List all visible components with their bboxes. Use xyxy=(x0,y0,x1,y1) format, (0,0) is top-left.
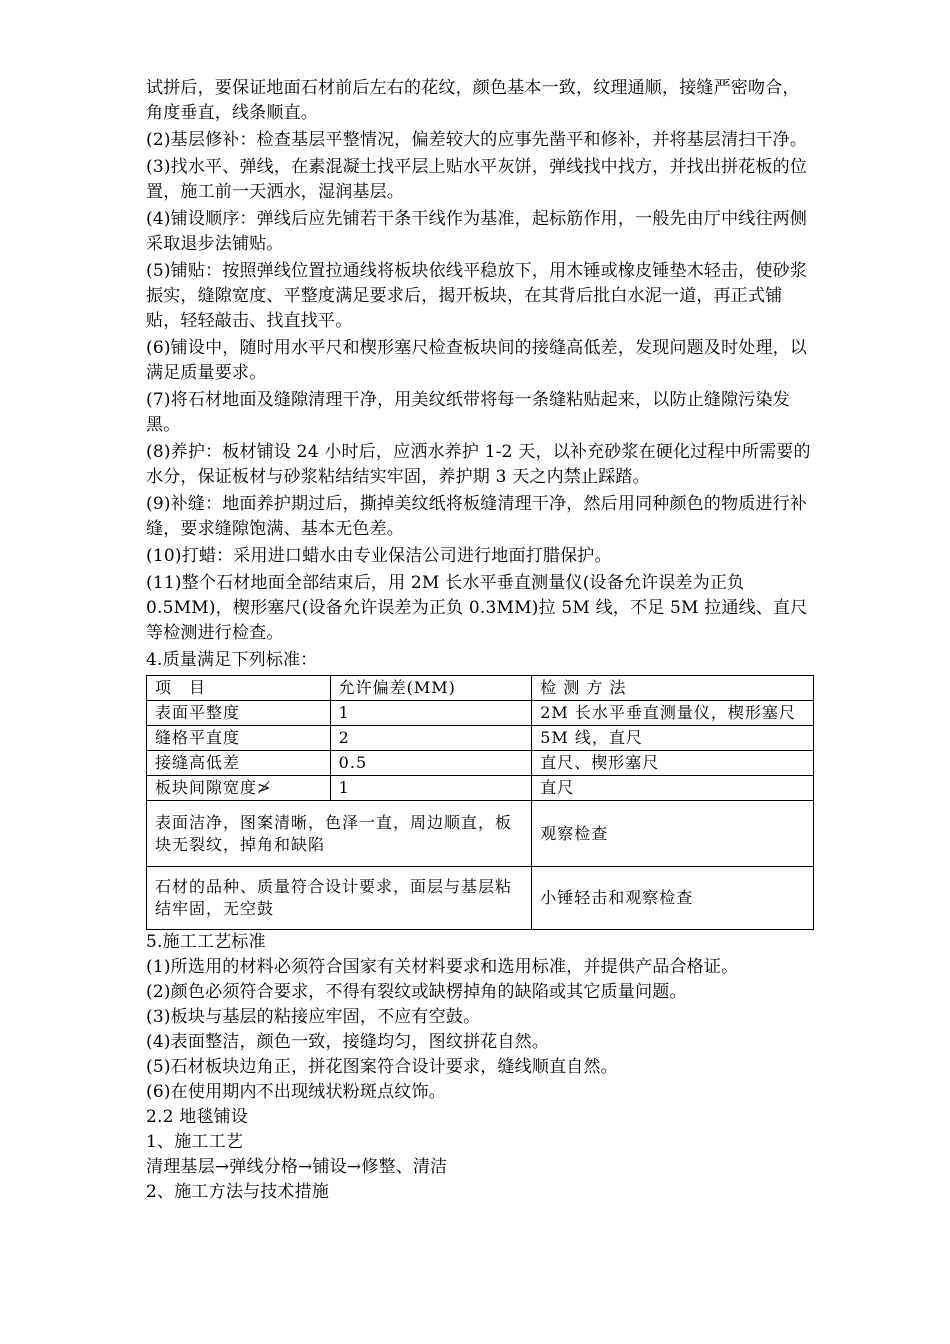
table-cell-tolerance: 1 xyxy=(330,776,532,801)
table-cell-requirement: 表面洁净，图案清晰，色泽一直，周边顺直，板块无裂纹，掉角和缺陷 xyxy=(147,801,532,867)
section-2-2-heading: 2.2 地毯铺设 xyxy=(146,1107,249,1127)
subsection-2-heading: 2、施工方法与技术措施 xyxy=(146,1182,330,1202)
document-body xyxy=(146,76,814,1205)
subsection-1-heading: 1、施工工艺 xyxy=(146,1132,244,1152)
table-row-merged xyxy=(147,867,814,930)
table-cell-method: 小锤轻击和观察检查 xyxy=(532,867,814,930)
table-cell-method: 2M 长水平垂直测量仪，楔形塞尺 xyxy=(532,701,814,726)
table-header-tolerance: 允许偏差(MM) xyxy=(330,676,532,701)
paragraph-laying-order: (4)铺设顺序：弹线后应先铺若干条干线作为基准，起标筋作用，一般先由厅中线往两侧采取退步法铺贴。 xyxy=(146,209,808,254)
paragraph-waxing: (10)打蜡：采用进口蜡水由专业保洁公司进行地面打腊保护。 xyxy=(146,546,612,566)
table-cell-requirement: 石材的品种、质量符合设计要求，面层与基层粘结牢固，无空鼓 xyxy=(147,867,532,930)
section-5-heading: 5.施工工艺标准 xyxy=(146,932,266,952)
quality-standards-table xyxy=(146,675,814,930)
table-cell-item: 板块间隙宽度≯ xyxy=(147,776,331,801)
table-row xyxy=(147,726,814,751)
paragraph-cleaning: (7)将石材地面及缝隙清理干净，用美纹纸带将每一条缝粘贴起来，以防止缝隙污染发黑。 xyxy=(146,390,790,435)
paragraph-leveling-marking: (3)找水平、弹线，在素混凝土找平层上贴水平灰饼，弹线找中找方，并找出拼花板的位置，施工前一天洒水，湿润基层。 xyxy=(146,157,808,202)
table-row xyxy=(147,751,814,776)
table-cell-tolerance: 2 xyxy=(330,726,532,751)
paragraph-base-repair: (2)基层修补：检查基层平整情况，偏差较大的应事先凿平和修补，并将基层清扫干净。 xyxy=(146,130,808,150)
table-cell-tolerance: 1 xyxy=(330,701,532,726)
table-cell-item: 表面平整度 xyxy=(147,701,331,726)
standard-item: (6)在使用期内不出现绒状粉斑点纹饰。 xyxy=(146,1082,446,1102)
section-4-heading: 4.质量满足下列标准： xyxy=(146,650,318,670)
paragraph-checking: (6)铺设中，随时用水平尺和楔形塞尺检查板块间的接缝高低差，发现问题及时处理，以满足质量要求。 xyxy=(146,338,808,383)
standard-item: (3)板块与基层的粘接应牢固，不应有空鼓。 xyxy=(146,1007,481,1027)
standard-item: (1)所选用的材料必须符合国家有关材料要求和选用标准，并提供产品合格证。 xyxy=(146,957,739,977)
table-header-row xyxy=(147,676,814,701)
standard-item: (2)颜色必须符合要求，不得有裂纹或缺楞掉角的缺陷或其它质量问题。 xyxy=(146,982,687,1002)
table-cell-method: 观察检查 xyxy=(532,801,814,867)
table-row-merged xyxy=(147,801,814,867)
paragraph-tryfit-continued: 试拼后，要保证地面石材前后左右的花纹，颜色基本一致，纹理通顺，接缝严密吻合，角度垂直，线条顺直。 xyxy=(146,78,800,123)
paragraph-curing: (8)养护：板材铺设 24 小时后，应洒水养护 1-2 天，以补充砂浆在硬化过程中所需要的水分，保证板材与砂浆粘结结实牢固，养护期 3 天之内禁止踩踏。 xyxy=(146,442,811,487)
table-cell-method: 直尺 xyxy=(532,776,814,801)
table-row xyxy=(147,701,814,726)
table-header-method: 检 测 方 法 xyxy=(532,676,814,701)
standard-item: (5)石材板块边角正，拼花图案符合设计要求，缝线顺直自然。 xyxy=(146,1057,618,1077)
standard-item: (4)表面整洁，颜色一致，接缝均匀，图纹拼花自然。 xyxy=(146,1032,550,1052)
table-cell-method: 直尺、楔形塞尺 xyxy=(532,751,814,776)
paragraph-joint-filling: (9)补缝：地面养护期过后，撕掉美纹纸将板缝清理干净，然后用同种颜色的物质进行补缝，要求缝隙饱满、基本无色差。 xyxy=(146,494,808,539)
table-cell-method: 5M 线，直尺 xyxy=(532,726,814,751)
table-cell-item: 接缝高低差 xyxy=(147,751,331,776)
process-flow: 清理基层→弹线分格→铺设→修整、清洁 xyxy=(146,1157,448,1177)
table-row xyxy=(147,776,814,801)
paragraph-laying: (5)铺贴：按照弹线位置拉通线将板块依线平稳放下，用木锤或橡皮锤垫木轻击，使砂浆振实，缝隙宽度、平整度满足要求后，揭开板块，在其背后批白水泥一道，再正式铺贴，轻轻敲击、找直找平。 xyxy=(146,261,808,331)
table-header-item: 项 目 xyxy=(147,676,331,701)
paragraph-final-inspection: (11)整个石材地面全部结束后，用 2M 长水平垂直测量仪(设备允许误差为正负 0.5MM)，楔形塞尺(设备允许误差为正负 0.3MM)拉 5M 线，不足 5M 拉通线、直尺等检测进行检查。 xyxy=(146,573,808,643)
table-cell-tolerance: 0.5 xyxy=(330,751,532,776)
table-cell-item: 缝格平直度 xyxy=(147,726,331,751)
